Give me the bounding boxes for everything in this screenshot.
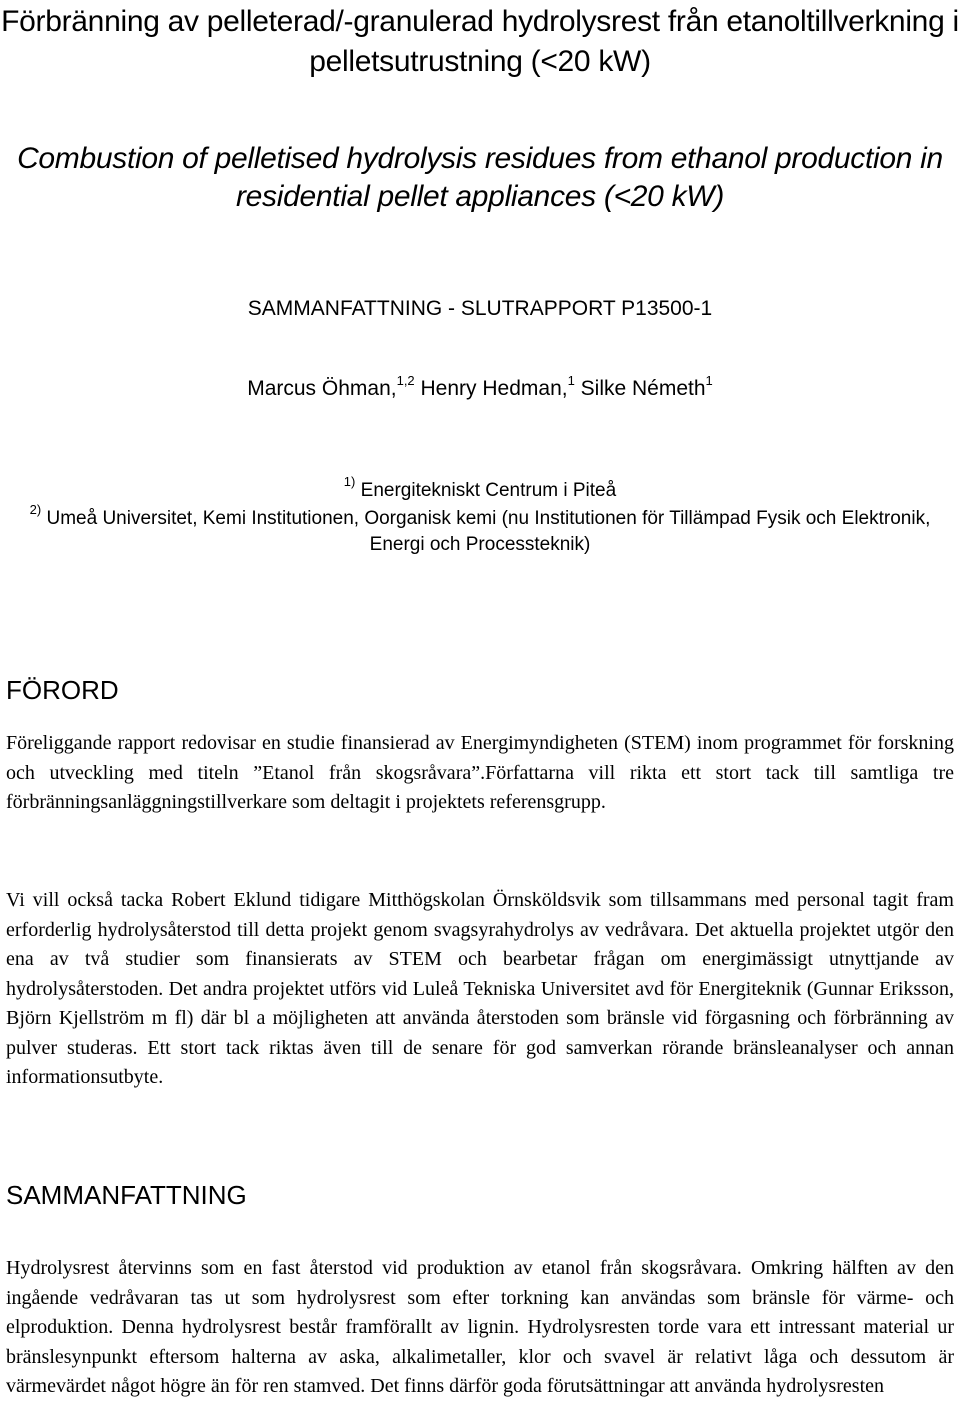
forord-paragraph-2: Vi vill också tacka Robert Eklund tidigare Mitthögskolan Örnsköldsvik som tillsammans med personal tagit fram erforderlig hydrolysåterstod till detta projekt genom svagsyrahydrolys av vedråvara. Det aktuella projektet utgör den ena av två studier som finansierats av STEM och bearbetar frågan om energimässigt utnyttjande av hydrolysåterstoden. Det andra projektet utförs vid Luleå Tekniska Universitet avd för Energiteknik (Gunnar Eriksson, Björn Kjellström m fl) där bl a möjligheten att använda återstoden som bränsle vid förgasning och förbränning av pulver studeras. Ett stort tack riktas även till de senare för god samverkan rörande bränsleanalyser och annan informationsutbyte. xyxy=(6,889,954,1088)
author-name: Marcus Öhman, xyxy=(247,377,397,400)
section-heading-sammanfattning: SAMMANFATTNING xyxy=(6,1180,247,1210)
affiliation-2 xyxy=(0,502,960,558)
affiliation-marker: 1) xyxy=(343,474,356,489)
document-title-english: Combustion of pelletised hydrolysis residues from ethanol production in residential pellet appliances (<20 kW) xyxy=(17,142,943,213)
report-identifier: SAMMANFATTNING - SLUTRAPPORT P13500-1 xyxy=(247,297,713,320)
affiliation-marker: 2) xyxy=(29,502,42,517)
affiliation-text: Umeå Universitet, Kemi Institutionen, Oorganisk kemi (nu Institutionen för Tillämpad Fysik och Elektronik, Energi och Processteknik) xyxy=(46,508,931,555)
author-name: Henry Hedman, xyxy=(420,377,568,400)
affiliation-text: Energitekniskt Centrum i Piteå xyxy=(360,480,617,501)
sammanfattning-paragraph-1: Hydrolysrest återvinns som en fast återstod vid produktion av etanol från skogsråvara. Omkring hälften av den ingående vedråvaran tas ut som hydrolysrest som efter torkning kan användas som bränsle för värme- och elproduktion. Denna hydrolysrest består framförallt av lignin. Hydrolysresten torde vara ett intressant material ur bränslesynpunkt eftersom halterna av aska, alkalimetaller, klor och svavel är relativt låga och dessutom är värmevärdet något högre än för ren stamved. Det finns därför goda förutsättningar att använda hydrolysresten xyxy=(6,1257,954,1397)
author-affiliation-marker: 1 xyxy=(705,373,713,388)
author-list xyxy=(0,375,960,403)
document-title-swedish: Förbränning av pelleterad/-granulerad hydrolysrest från etanoltillverkning i pelletsutrustning (<20 kW) xyxy=(1,5,959,78)
affiliation-1 xyxy=(0,474,960,504)
section-heading-forord: FÖRORD xyxy=(6,675,119,705)
author-affiliation-marker: 1 xyxy=(567,373,575,388)
author-affiliation-marker: 1,2 xyxy=(396,373,415,388)
forord-paragraph-1: Föreliggande rapport redovisar en studie finansierad av Energimyndigheten (STEM) inom programmet för forskning och utveckling med titeln ”Etanol från skogsråvara”.Författarna vill rikta ett stort tack till samtliga tre förbränningsanläggningstillverkare som deltagit i projektets referensgrupp. xyxy=(6,732,954,813)
author-name: Silke Németh xyxy=(580,377,706,400)
